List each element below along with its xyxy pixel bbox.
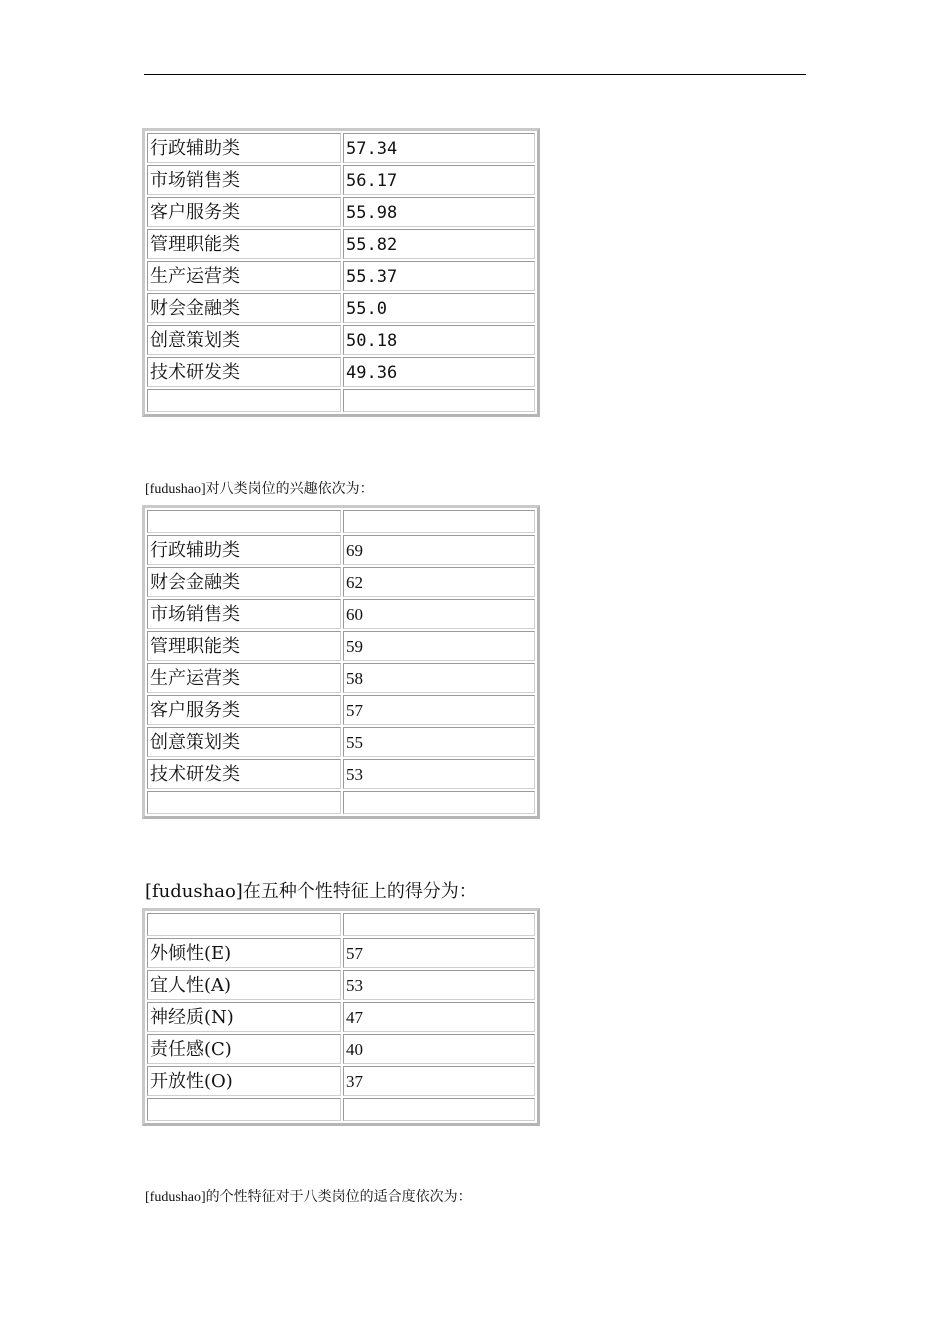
score-cell: 55.37 xyxy=(343,261,535,291)
empty-cell xyxy=(343,389,535,412)
table-row-empty xyxy=(146,790,536,815)
score-cell: 69 xyxy=(343,535,535,565)
table-row-empty xyxy=(146,912,536,937)
empty-cell xyxy=(147,913,341,936)
score-cell: 50.18 xyxy=(343,325,535,355)
score-cell: 49.36 xyxy=(343,357,535,387)
table-row xyxy=(146,1065,536,1097)
score-cell: 57.34 xyxy=(343,133,535,163)
score-cell: 55.0 xyxy=(343,293,535,323)
table-row xyxy=(146,196,536,228)
interest-score-table xyxy=(142,505,540,819)
empty-cell xyxy=(343,510,535,533)
score-cell: 55.82 xyxy=(343,229,535,259)
score-cell: 58 xyxy=(343,663,535,693)
table-row xyxy=(146,1033,536,1065)
category-cell: 市场销售类 xyxy=(147,599,341,629)
empty-cell xyxy=(147,389,341,412)
category-cell: 生产运营类 xyxy=(147,261,341,291)
score-cell: 57 xyxy=(343,938,535,968)
score-cell: 59 xyxy=(343,631,535,661)
trait-cell: 宜人性(A) xyxy=(147,970,341,1000)
table-row xyxy=(146,969,536,1001)
score-cell: 37 xyxy=(343,1066,535,1096)
category-cell: 技术研发类 xyxy=(147,759,341,789)
category-cell: 客户服务类 xyxy=(147,695,341,725)
table-row xyxy=(146,1001,536,1033)
score-cell: 47 xyxy=(343,1002,535,1032)
table-row xyxy=(146,758,536,790)
category-cell: 财会金融类 xyxy=(147,567,341,597)
trait-cell: 开放性(O) xyxy=(147,1066,341,1096)
empty-cell xyxy=(343,791,535,814)
table-row xyxy=(146,694,536,726)
table-row xyxy=(146,356,536,388)
empty-cell xyxy=(147,510,341,533)
score-cell: 55 xyxy=(343,727,535,757)
category-cell: 创意策划类 xyxy=(147,727,341,757)
trait-cell: 神经质(N) xyxy=(147,1002,341,1032)
table-row-empty xyxy=(146,509,536,534)
table-row-empty xyxy=(146,388,536,413)
category-cell: 创意策划类 xyxy=(147,325,341,355)
table-row xyxy=(146,566,536,598)
interest-caption: [fudushao]对八类岗位的兴趣依次为： xyxy=(145,482,374,497)
table-row xyxy=(146,662,536,694)
header-rule xyxy=(144,74,806,75)
table-row-empty xyxy=(146,1097,536,1122)
table-row xyxy=(146,534,536,566)
category-cell: 财会金融类 xyxy=(147,293,341,323)
category-cell: 管理职能类 xyxy=(147,631,341,661)
category-cell: 市场销售类 xyxy=(147,165,341,195)
category-cell: 管理职能类 xyxy=(147,229,341,259)
empty-cell xyxy=(147,791,341,814)
table-row xyxy=(146,228,536,260)
table-row xyxy=(146,937,536,969)
table-row xyxy=(146,292,536,324)
job-fit-score-table xyxy=(142,128,540,417)
personality-caption: [fudushao]在五种个性特征上的得分为： xyxy=(145,881,477,902)
personality-score-table xyxy=(142,908,540,1126)
table-row xyxy=(146,132,536,164)
score-cell: 53 xyxy=(343,759,535,789)
score-cell: 60 xyxy=(343,599,535,629)
table-row xyxy=(146,726,536,758)
score-cell: 40 xyxy=(343,1034,535,1064)
score-cell: 62 xyxy=(343,567,535,597)
table-row xyxy=(146,324,536,356)
score-cell: 57 xyxy=(343,695,535,725)
table-row xyxy=(146,630,536,662)
suitability-caption: [fudushao]的个性特征对于八类岗位的适合度依次为： xyxy=(145,1190,472,1205)
category-cell: 行政辅助类 xyxy=(147,133,341,163)
empty-cell xyxy=(343,913,535,936)
trait-cell: 外倾性(E) xyxy=(147,938,341,968)
empty-cell xyxy=(343,1098,535,1121)
trait-cell: 责任感(C) xyxy=(147,1034,341,1064)
category-cell: 生产运营类 xyxy=(147,663,341,693)
score-cell: 53 xyxy=(343,970,535,1000)
table-row xyxy=(146,598,536,630)
score-cell: 55.98 xyxy=(343,197,535,227)
table-row xyxy=(146,164,536,196)
empty-cell xyxy=(147,1098,341,1121)
score-cell: 56.17 xyxy=(343,165,535,195)
category-cell: 技术研发类 xyxy=(147,357,341,387)
category-cell: 行政辅助类 xyxy=(147,535,341,565)
table-row xyxy=(146,260,536,292)
category-cell: 客户服务类 xyxy=(147,197,341,227)
